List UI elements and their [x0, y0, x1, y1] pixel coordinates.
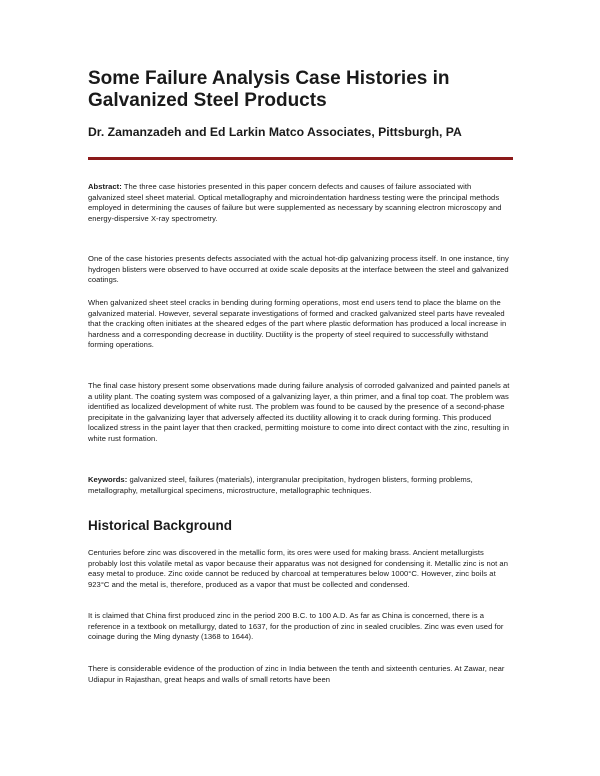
- keywords-paragraph: [88, 475, 510, 496]
- final-case-paragraph: The final case history present some observations made during failure analysis of corroded galvanized and painted panels at a utility plant. The coating system was composed of a galvanizing layer, a thin primer, and a final top coat. The problem was identified as localized development of white rust. The problem was found to be caused by the presence of a second-phase precipitate in the galvanizing layer that adversely affected its ductility allowing it to crack during forming. This produced localized stress in the paint layer that then cracked, permitting moisture to come into direct contact with the zinc, resulting in white rust formation.: [88, 381, 510, 443]
- abstract-text: The three case histories presented in this paper concern defects and causes of failure associated with galvanized steel sheet material. Optical metallography and microindentation hardness testing were the principal methods employed in determining the causes of failure but were supplemented as necessary by scanning electron microscopy and energy-dispersive X-ray spectrometry.: [88, 182, 502, 223]
- history-paragraph-3: There is considerable evidence of the production of zinc in India between the tenth and sixteenth centuries. At Zawar, near Udiapur in Rajasthan, great heaps and walls of small retorts have been: [88, 664, 505, 684]
- paper-authors: Dr. Zamanzadeh and Ed Larkin Matco Associates, Pittsburgh, PA: [88, 125, 462, 139]
- title-divider: [88, 157, 513, 160]
- abstract-label: Abstract:: [88, 182, 122, 191]
- cracking-paragraph: When galvanized sheet steel cracks in bending during forming operations, most end users tend to place the blame on the galvanized material. However, several separate investigations of formed and cracked galvanized steel parts have revealed that the cracking often initiates at the sheared edges of the part where plastic deformation has produced a local increase in hardness and a corresponding decrease in ductility. Ductility is the property of steel required to successfully withstand forming operations.: [88, 298, 507, 350]
- keywords-text: galvanized steel, failures (materials), intergranular precipitation, hydrogen blisters, forming problems, metallography, metallurgical specimens, microstructure, metallographic techniques.: [88, 475, 473, 495]
- history-paragraph-2: It is claimed that China first produced zinc in the period 200 B.C. to 100 A.D. As far as China is concerned, there is a reference in a textbook on metallurgy, dated to 1637, for the production of zinc in sealed crucibles. Zinc was even used for coinage during the Ming dynasty (1368 to 1644).: [88, 611, 504, 642]
- keywords-label: Keywords:: [88, 475, 128, 484]
- history-paragraph-1: Centuries before zinc was discovered in the metallic form, its ores were used for making brass. Ancient metallurgists probably lost this volatile metal as vapor because their apparatus was not designed for condensing it. Metallic zinc is not an easy metal to produce. Zinc oxide cannot be reduced by charcoal at temperatures below 1000°C. However, zinc boils at 923°C and the metal is, therefore, produced as a vapor that must be collected and condensed.: [88, 548, 508, 589]
- case-intro-paragraph: One of the case histories presents defects associated with the actual hot-dip galvanizing process itself. In one instance, tiny hydrogen blisters were observed to have occurred at oxide scale deposits at the interface between the steel and galvanized coatings.: [88, 254, 509, 285]
- abstract-paragraph: [88, 182, 510, 224]
- section-heading-historical-background: Historical Background: [88, 518, 233, 533]
- paper-title: Some Failure Analysis Case Histories in Galvanized Steel Products: [88, 68, 450, 111]
